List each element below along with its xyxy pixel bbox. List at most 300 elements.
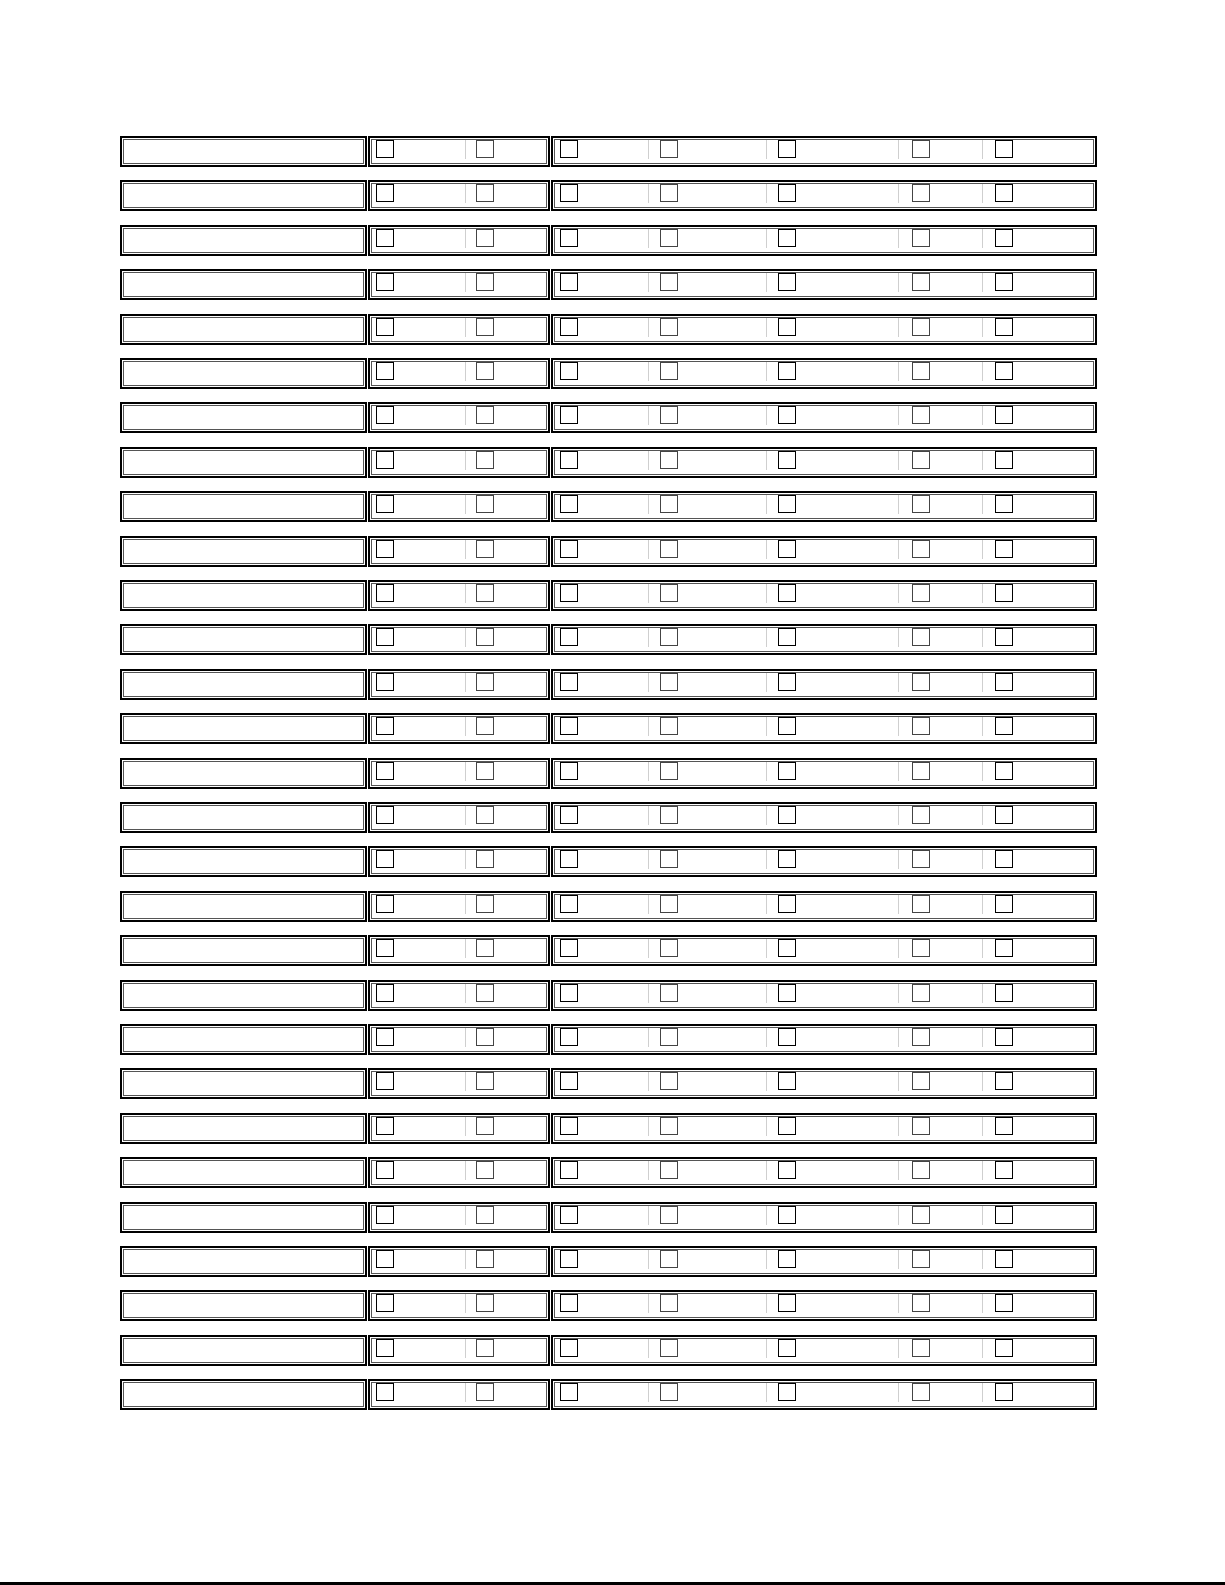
checkbox-4[interactable] (660, 984, 678, 1002)
checkbox-2[interactable] (476, 1072, 494, 1090)
checkbox-5[interactable] (778, 1250, 796, 1268)
checkbox-2[interactable] (476, 1339, 494, 1357)
checkbox-7[interactable] (995, 1161, 1013, 1179)
checkbox-5[interactable] (778, 762, 796, 780)
column-separator (766, 184, 767, 203)
checkbox-group-a (368, 136, 550, 167)
row-name-field[interactable] (120, 358, 367, 389)
checkbox-7[interactable] (995, 584, 1013, 602)
checkbox-7[interactable] (995, 406, 1013, 424)
checkbox-3[interactable] (560, 673, 578, 691)
column-separator (982, 584, 983, 603)
checkbox-1[interactable] (376, 451, 394, 469)
checkbox-7[interactable] (995, 895, 1013, 913)
row-name-field[interactable] (120, 402, 367, 433)
checkbox-2[interactable] (476, 717, 494, 735)
column-separator (766, 229, 767, 248)
checkbox-3[interactable] (560, 451, 578, 469)
checkbox-1[interactable] (376, 318, 394, 336)
checkbox-6[interactable] (912, 451, 930, 469)
checkbox-4[interactable] (660, 584, 678, 602)
checkbox-4[interactable] (660, 1294, 678, 1312)
checkbox-2[interactable] (476, 406, 494, 424)
checkbox-group-b (551, 1068, 1097, 1099)
checkbox-5[interactable] (778, 584, 796, 602)
checkbox-6[interactable] (912, 540, 930, 558)
checkbox-group-a (368, 580, 550, 611)
checkbox-4[interactable] (660, 318, 678, 336)
checkbox-group-a (368, 314, 550, 345)
checkbox-5[interactable] (778, 673, 796, 691)
column-separator (982, 628, 983, 647)
checkbox-7[interactable] (995, 673, 1013, 691)
checkbox-6[interactable] (912, 1206, 930, 1224)
column-separator (648, 939, 649, 958)
checkbox-5[interactable] (778, 717, 796, 735)
checkbox-3[interactable] (560, 762, 578, 780)
row-name-field[interactable] (120, 891, 367, 922)
checkbox-6[interactable] (912, 628, 930, 646)
checkbox-1[interactable] (376, 939, 394, 957)
checkbox-6[interactable] (912, 762, 930, 780)
column-separator (465, 1072, 466, 1091)
row-name-field[interactable] (120, 1290, 367, 1321)
checkbox-7[interactable] (995, 451, 1013, 469)
checkbox-group-a (368, 624, 550, 655)
row-name-field[interactable] (120, 758, 367, 789)
column-separator (465, 895, 466, 914)
checkbox-2[interactable] (476, 584, 494, 602)
checkbox-1[interactable] (376, 762, 394, 780)
checkbox-6[interactable] (912, 184, 930, 202)
row-name-field[interactable] (120, 491, 367, 522)
checkbox-2[interactable] (476, 229, 494, 247)
row-name-field[interactable] (120, 624, 367, 655)
checkbox-5[interactable] (778, 1161, 796, 1179)
checkbox-1[interactable] (376, 984, 394, 1002)
checkbox-1[interactable] (376, 717, 394, 735)
form-row (120, 180, 1097, 211)
checkbox-3[interactable] (560, 140, 578, 158)
checkbox-7[interactable] (995, 850, 1013, 868)
row-name-field[interactable] (120, 447, 367, 478)
checkbox-7[interactable] (995, 717, 1013, 735)
column-separator (648, 628, 649, 647)
checkbox-3[interactable] (560, 318, 578, 336)
checkbox-7[interactable] (995, 273, 1013, 291)
checkbox-4[interactable] (660, 184, 678, 202)
checkbox-2[interactable] (476, 1161, 494, 1179)
checkbox-5[interactable] (778, 1072, 796, 1090)
checkbox-1[interactable] (376, 628, 394, 646)
row-name-field[interactable] (120, 980, 367, 1011)
column-separator (766, 717, 767, 736)
checkbox-5[interactable] (778, 229, 796, 247)
checkbox-2[interactable] (476, 495, 494, 513)
checkbox-4[interactable] (660, 1028, 678, 1046)
checkbox-group-a (368, 1068, 550, 1099)
checkbox-4[interactable] (660, 1339, 678, 1357)
checkbox-6[interactable] (912, 584, 930, 602)
column-separator (766, 1206, 767, 1225)
checkbox-6[interactable] (912, 1294, 930, 1312)
checkbox-6[interactable] (912, 1072, 930, 1090)
column-separator (648, 1206, 649, 1225)
form-row (120, 314, 1097, 345)
checkbox-6[interactable] (912, 939, 930, 957)
checkbox-1[interactable] (376, 1383, 394, 1401)
checkbox-1[interactable] (376, 1250, 394, 1268)
row-name-field[interactable] (120, 180, 367, 211)
checkbox-3[interactable] (560, 984, 578, 1002)
row-name-field[interactable] (120, 935, 367, 966)
checkbox-5[interactable] (778, 273, 796, 291)
column-separator (898, 1072, 899, 1091)
column-separator (648, 584, 649, 603)
checkbox-3[interactable] (560, 1028, 578, 1046)
checkbox-7[interactable] (995, 495, 1013, 513)
checkbox-3[interactable] (560, 1250, 578, 1268)
checkbox-3[interactable] (560, 850, 578, 868)
checkbox-4[interactable] (660, 717, 678, 735)
checkbox-4[interactable] (660, 229, 678, 247)
checkbox-4[interactable] (660, 1072, 678, 1090)
checkbox-6[interactable] (912, 229, 930, 247)
column-separator (898, 806, 899, 825)
checkbox-7[interactable] (995, 1294, 1013, 1312)
column-separator (766, 1383, 767, 1402)
column-separator (465, 318, 466, 337)
row-name-field[interactable] (120, 713, 367, 744)
checkbox-7[interactable] (995, 1206, 1013, 1224)
column-separator (465, 806, 466, 825)
checkbox-1[interactable] (376, 584, 394, 602)
checkbox-2[interactable] (476, 451, 494, 469)
column-separator (465, 184, 466, 203)
column-separator (766, 673, 767, 692)
checkbox-2[interactable] (476, 1028, 494, 1046)
checkbox-3[interactable] (560, 1206, 578, 1224)
checkbox-3[interactable] (560, 717, 578, 735)
checkbox-2[interactable] (476, 850, 494, 868)
checkbox-6[interactable] (912, 895, 930, 913)
checkbox-7[interactable] (995, 762, 1013, 780)
checkbox-7[interactable] (995, 1117, 1013, 1135)
checkbox-5[interactable] (778, 628, 796, 646)
checkbox-3[interactable] (560, 362, 578, 380)
checkbox-6[interactable] (912, 1161, 930, 1179)
checkbox-2[interactable] (476, 362, 494, 380)
checkbox-1[interactable] (376, 1117, 394, 1135)
checkbox-3[interactable] (560, 939, 578, 957)
checkbox-7[interactable] (995, 984, 1013, 1002)
checkbox-7[interactable] (995, 318, 1013, 336)
checkbox-5[interactable] (778, 184, 796, 202)
column-separator (898, 273, 899, 292)
row-name-field[interactable] (120, 1246, 367, 1277)
checkbox-7[interactable] (995, 1250, 1013, 1268)
checkbox-4[interactable] (660, 628, 678, 646)
checkbox-2[interactable] (476, 1294, 494, 1312)
checkbox-2[interactable] (476, 762, 494, 780)
checkbox-6[interactable] (912, 1028, 930, 1046)
checkbox-3[interactable] (560, 1161, 578, 1179)
row-name-field[interactable] (120, 225, 367, 256)
checkbox-7[interactable] (995, 628, 1013, 646)
column-separator (465, 939, 466, 958)
column-separator (648, 495, 649, 514)
checkbox-1[interactable] (376, 406, 394, 424)
checkbox-6[interactable] (912, 1339, 930, 1357)
checkbox-6[interactable] (912, 406, 930, 424)
column-separator (982, 984, 983, 1003)
checkbox-1[interactable] (376, 273, 394, 291)
checkbox-1[interactable] (376, 495, 394, 513)
checkbox-2[interactable] (476, 273, 494, 291)
checkbox-4[interactable] (660, 1206, 678, 1224)
column-separator (766, 584, 767, 603)
checkbox-7[interactable] (995, 362, 1013, 380)
checkbox-1[interactable] (376, 140, 394, 158)
checkbox-5[interactable] (778, 362, 796, 380)
form-row (120, 580, 1097, 611)
checkbox-2[interactable] (476, 540, 494, 558)
checkbox-1[interactable] (376, 540, 394, 558)
checkbox-6[interactable] (912, 362, 930, 380)
checkbox-2[interactable] (476, 984, 494, 1002)
checkbox-group-a (368, 669, 550, 700)
checkbox-5[interactable] (778, 1383, 796, 1401)
checkbox-3[interactable] (560, 540, 578, 558)
checkbox-7[interactable] (995, 1383, 1013, 1401)
checkbox-1[interactable] (376, 1339, 394, 1357)
checkbox-3[interactable] (560, 495, 578, 513)
checkbox-2[interactable] (476, 628, 494, 646)
checkbox-1[interactable] (376, 895, 394, 913)
checkbox-4[interactable] (660, 540, 678, 558)
checkbox-4[interactable] (660, 362, 678, 380)
checkbox-7[interactable] (995, 540, 1013, 558)
checkbox-5[interactable] (778, 806, 796, 824)
row-name-field[interactable] (120, 269, 367, 300)
column-separator (648, 673, 649, 692)
checkbox-5[interactable] (778, 895, 796, 913)
checkbox-group-b (551, 802, 1097, 833)
checkbox-2[interactable] (476, 673, 494, 691)
checkbox-1[interactable] (376, 1072, 394, 1090)
checkbox-4[interactable] (660, 1250, 678, 1268)
checkbox-group-b (551, 669, 1097, 700)
row-name-field[interactable] (120, 1202, 367, 1233)
checkbox-3[interactable] (560, 184, 578, 202)
row-name-field[interactable] (120, 1024, 367, 1055)
checkbox-group-b (551, 1335, 1097, 1366)
checkbox-2[interactable] (476, 1250, 494, 1268)
checkbox-3[interactable] (560, 1339, 578, 1357)
checkbox-3[interactable] (560, 1072, 578, 1090)
checkbox-2[interactable] (476, 806, 494, 824)
row-name-field[interactable] (120, 580, 367, 611)
checkbox-5[interactable] (778, 540, 796, 558)
checkbox-1[interactable] (376, 1206, 394, 1224)
checkbox-2[interactable] (476, 1117, 494, 1135)
checkbox-4[interactable] (660, 140, 678, 158)
checkbox-4[interactable] (660, 451, 678, 469)
checkbox-5[interactable] (778, 451, 796, 469)
checkbox-2[interactable] (476, 140, 494, 158)
checkbox-group-a (368, 1379, 550, 1410)
column-separator (465, 584, 466, 603)
checkbox-group-b (551, 1113, 1097, 1144)
checkbox-1[interactable] (376, 806, 394, 824)
checkbox-6[interactable] (912, 1117, 930, 1135)
checkbox-7[interactable] (995, 229, 1013, 247)
checkbox-group-b (551, 447, 1097, 478)
form-row (120, 447, 1097, 478)
checkbox-5[interactable] (778, 140, 796, 158)
checkbox-4[interactable] (660, 406, 678, 424)
row-name-field[interactable] (120, 846, 367, 877)
checkbox-5[interactable] (778, 1294, 796, 1312)
column-separator (766, 362, 767, 381)
checkbox-group-b (551, 580, 1097, 611)
column-separator (982, 762, 983, 781)
column-separator (766, 1028, 767, 1047)
column-separator (898, 1206, 899, 1225)
column-separator (898, 762, 899, 781)
checkbox-4[interactable] (660, 673, 678, 691)
checkbox-5[interactable] (778, 939, 796, 957)
checkbox-5[interactable] (778, 850, 796, 868)
column-separator (982, 850, 983, 869)
checkbox-6[interactable] (912, 673, 930, 691)
checkbox-6[interactable] (912, 850, 930, 868)
checkbox-4[interactable] (660, 939, 678, 957)
column-separator (465, 451, 466, 470)
checkbox-6[interactable] (912, 273, 930, 291)
checkbox-2[interactable] (476, 895, 494, 913)
column-separator (648, 273, 649, 292)
checkbox-6[interactable] (912, 984, 930, 1002)
checkbox-6[interactable] (912, 495, 930, 513)
checkbox-5[interactable] (778, 406, 796, 424)
checkbox-3[interactable] (560, 273, 578, 291)
column-separator (898, 184, 899, 203)
checkbox-2[interactable] (476, 318, 494, 336)
checkbox-7[interactable] (995, 1072, 1013, 1090)
checkbox-3[interactable] (560, 1117, 578, 1135)
form-row (120, 269, 1097, 300)
form-row (120, 225, 1097, 256)
checkbox-1[interactable] (376, 1028, 394, 1046)
checkbox-7[interactable] (995, 939, 1013, 957)
checkbox-1[interactable] (376, 1161, 394, 1179)
checkbox-5[interactable] (778, 495, 796, 513)
checkbox-1[interactable] (376, 1294, 394, 1312)
checkbox-7[interactable] (995, 1339, 1013, 1357)
checkbox-group-a (368, 1335, 550, 1366)
checkbox-group-b (551, 491, 1097, 522)
row-name-field[interactable] (120, 669, 367, 700)
checkbox-1[interactable] (376, 184, 394, 202)
checkbox-3[interactable] (560, 895, 578, 913)
checkbox-3[interactable] (560, 584, 578, 602)
form-row (120, 402, 1097, 433)
checkbox-5[interactable] (778, 1028, 796, 1046)
form-row (120, 846, 1097, 877)
checkbox-4[interactable] (660, 1117, 678, 1135)
row-name-field[interactable] (120, 1335, 367, 1366)
checkbox-5[interactable] (778, 1117, 796, 1135)
checkbox-5[interactable] (778, 1339, 796, 1357)
checkbox-1[interactable] (376, 673, 394, 691)
column-separator (465, 1206, 466, 1225)
checkbox-4[interactable] (660, 895, 678, 913)
checkbox-2[interactable] (476, 184, 494, 202)
row-name-field[interactable] (120, 1113, 367, 1144)
checkbox-5[interactable] (778, 1206, 796, 1224)
checkbox-6[interactable] (912, 806, 930, 824)
column-separator (982, 318, 983, 337)
checkbox-6[interactable] (912, 1250, 930, 1268)
checkbox-4[interactable] (660, 850, 678, 868)
checkbox-7[interactable] (995, 1028, 1013, 1046)
row-name-field[interactable] (120, 1068, 367, 1099)
checkbox-3[interactable] (560, 806, 578, 824)
checkbox-3[interactable] (560, 406, 578, 424)
checkbox-3[interactable] (560, 229, 578, 247)
column-separator (766, 895, 767, 914)
checkbox-group-b (551, 758, 1097, 789)
checkbox-4[interactable] (660, 1161, 678, 1179)
row-name-field[interactable] (120, 1157, 367, 1188)
form-row (120, 136, 1097, 167)
checkbox-5[interactable] (778, 984, 796, 1002)
column-separator (898, 451, 899, 470)
row-name-field[interactable] (120, 802, 367, 833)
checkbox-1[interactable] (376, 850, 394, 868)
checkbox-7[interactable] (995, 140, 1013, 158)
checkbox-7[interactable] (995, 184, 1013, 202)
checkbox-6[interactable] (912, 318, 930, 336)
checkbox-1[interactable] (376, 229, 394, 247)
checkbox-1[interactable] (376, 362, 394, 380)
form-row (120, 1068, 1097, 1099)
column-separator (766, 1072, 767, 1091)
row-name-field[interactable] (120, 314, 367, 345)
checkbox-6[interactable] (912, 140, 930, 158)
checkbox-4[interactable] (660, 1383, 678, 1401)
checkbox-6[interactable] (912, 717, 930, 735)
column-separator (648, 184, 649, 203)
checkbox-5[interactable] (778, 318, 796, 336)
checkbox-6[interactable] (912, 1383, 930, 1401)
checkbox-7[interactable] (995, 806, 1013, 824)
checkbox-3[interactable] (560, 628, 578, 646)
row-name-field[interactable] (120, 1379, 367, 1410)
checkbox-4[interactable] (660, 806, 678, 824)
checkbox-2[interactable] (476, 1383, 494, 1401)
checkbox-4[interactable] (660, 273, 678, 291)
row-name-field[interactable] (120, 136, 367, 167)
row-name-field[interactable] (120, 536, 367, 567)
checkbox-2[interactable] (476, 1206, 494, 1224)
checkbox-4[interactable] (660, 495, 678, 513)
checkbox-3[interactable] (560, 1383, 578, 1401)
checkbox-4[interactable] (660, 762, 678, 780)
checkbox-2[interactable] (476, 939, 494, 957)
checkbox-3[interactable] (560, 1294, 578, 1312)
